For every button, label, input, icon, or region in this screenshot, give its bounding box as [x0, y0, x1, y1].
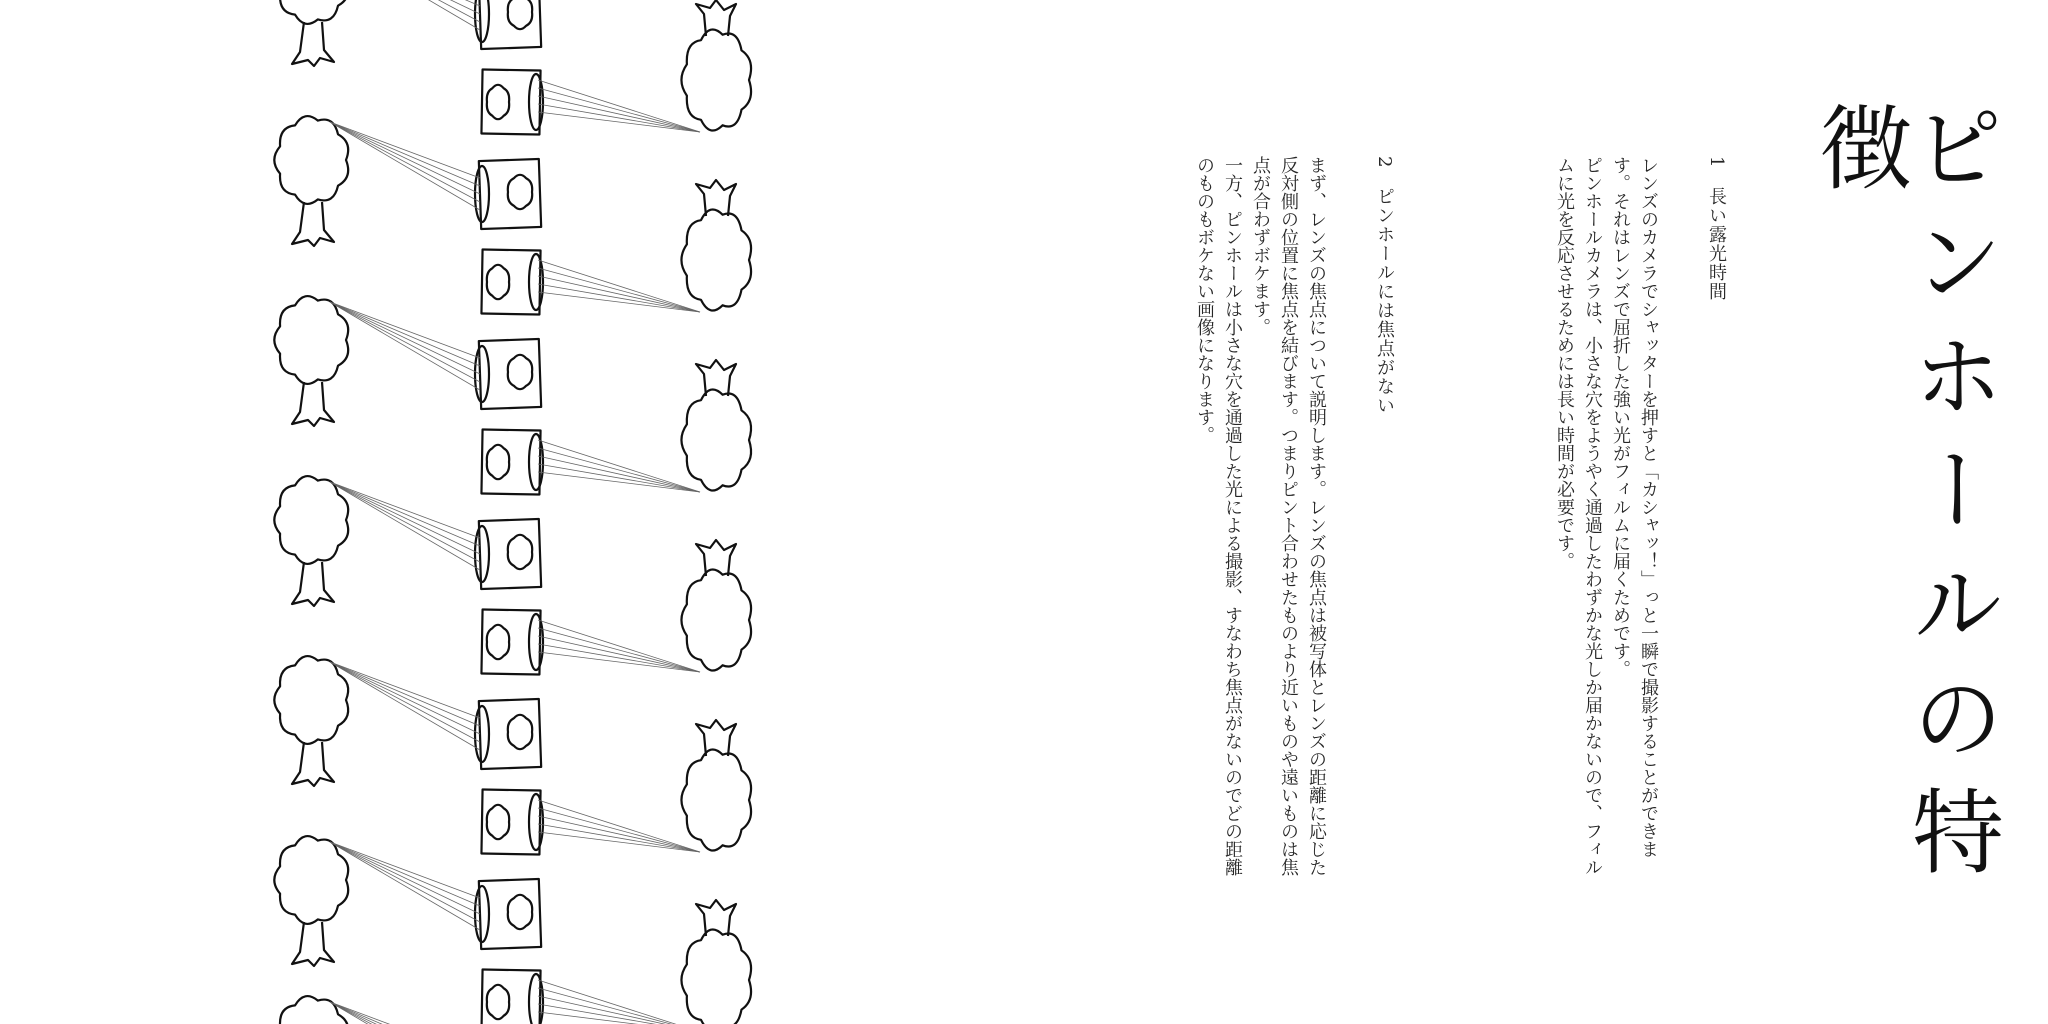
tree-right-2: [681, 389, 751, 490]
ray-right-3-0: [538, 620, 700, 672]
ray-left-3-3: [330, 482, 480, 562]
ray-right-0-0: [538, 80, 700, 132]
section-2-paragraph-2: 一方、ピンホールは小さな穴を通過した光による撮影、すなわち焦点がないのでどの距離のものもボケない画像になります。: [1194, 156, 1243, 876]
ray-left-4-0: [330, 662, 480, 718]
image-b-2: [487, 445, 509, 479]
section-1-paragraph-1: レンズのカメラでシャッターを押すと「カシャッ！」っと一瞬で撮影することができます。それはレンズで屈折した強い光がフィルムに届くためです。: [1610, 156, 1659, 858]
tree-left-trunk-1: [292, 202, 334, 246]
lens-a-4: [475, 706, 489, 762]
ray-right-5-0: [538, 980, 700, 1024]
tree-right-5: [681, 929, 751, 1024]
tree-left-6: [274, 996, 348, 1024]
ray-right-3-2: [538, 636, 700, 672]
tree-left-3: [274, 476, 348, 564]
section-2: [1190, 156, 1398, 876]
image-a-5: [508, 895, 532, 929]
ray-right-0-3: [538, 104, 700, 132]
section-1-title: 長い露光時間: [1706, 187, 1727, 302]
ray-left-5-3: [330, 842, 480, 922]
pinhole-illustration: [230, 0, 790, 1024]
ray-right-1-3: [538, 284, 700, 312]
ray-left-1-1: [330, 122, 480, 186]
tree-left-trunk-4: [292, 742, 334, 786]
image-a-3: [508, 535, 532, 569]
ray-right-2-0: [538, 440, 700, 492]
image-a-0: [508, 0, 532, 29]
section-2-number: 2: [1374, 156, 1395, 169]
tree-left-trunk-3: [292, 562, 334, 606]
ray-left-1-0: [330, 122, 480, 178]
section-1-heading: [1702, 156, 1730, 876]
ray-left-0-4: [330, 0, 480, 30]
lens-a-1: [475, 166, 489, 222]
ray-right-0-4: [538, 112, 700, 132]
ray-right-1-4: [538, 292, 700, 312]
section-2-title: ピンホールには焦点がない: [1374, 187, 1395, 416]
tree-right-0: [681, 29, 751, 130]
ray-left-5-2: [330, 842, 480, 914]
tree-left-1: [274, 116, 348, 204]
image-a-1: [508, 175, 532, 209]
tree-right-1: [681, 209, 751, 310]
ray-left-5-0: [330, 842, 480, 898]
image-a-2: [508, 355, 532, 389]
image-b-1: [487, 265, 509, 299]
ray-right-0-2: [538, 96, 700, 132]
ray-right-2-3: [538, 464, 700, 492]
image-b-4: [487, 805, 509, 839]
section-2-paragraph-1: まず、レンズの焦点について説明します。レンズの焦点は被写体とレンズの距離に応じた反対側の位置に焦点を結びます。つまりピント合わせたものより近いものや遠いものは焦点が合わずボケます。: [1250, 156, 1327, 876]
section-1-number: 1: [1706, 156, 1727, 169]
ray-right-4-2: [538, 816, 700, 852]
ray-right-1-1: [538, 268, 700, 312]
ray-left-1-2: [330, 122, 480, 194]
ray-left-2-3: [330, 302, 480, 382]
ray-right-4-1: [538, 808, 700, 852]
tree-right-3: [681, 569, 751, 670]
image-b-0: [487, 85, 509, 119]
ray-left-3-2: [330, 482, 480, 554]
ray-left-3-1: [330, 482, 480, 546]
ray-right-0-1: [538, 88, 700, 132]
lens-a-5: [475, 886, 489, 942]
ray-left-5-1: [330, 842, 480, 906]
ray-left-1-3: [330, 122, 480, 202]
ray-right-4-0: [538, 800, 700, 852]
ray-left-6-2: [330, 1002, 480, 1024]
ray-right-3-4: [538, 652, 700, 672]
ray-left-4-4: [330, 662, 480, 750]
lens-a-2: [475, 346, 489, 402]
ray-left-4-1: [330, 662, 480, 726]
ray-left-1-4: [330, 122, 480, 210]
page-title: ピンホールの特徴: [1805, 100, 2004, 898]
ray-right-1-0: [538, 260, 700, 312]
section-1: [1550, 156, 1730, 876]
tree-left-4: [274, 656, 348, 744]
image-b-3: [487, 625, 509, 659]
ray-left-2-0: [330, 302, 480, 358]
ray-left-4-3: [330, 662, 480, 742]
ray-left-2-1: [330, 302, 480, 366]
tree-left-trunk-2: [292, 382, 334, 426]
ray-left-3-4: [330, 482, 480, 570]
ray-left-2-4: [330, 302, 480, 390]
ray-left-2-2: [330, 302, 480, 374]
ray-left-4-2: [330, 662, 480, 734]
tree-right-4: [681, 749, 751, 850]
lens-a-3: [475, 526, 489, 582]
ray-right-4-3: [538, 824, 700, 852]
lens-a-0: [475, 0, 489, 42]
tree-left-2: [274, 296, 348, 384]
ray-left-3-0: [330, 482, 480, 538]
tree-left-trunk-5: [292, 922, 334, 966]
ray-left-0-2: [330, 0, 480, 14]
section-2-heading: [1370, 156, 1398, 876]
ray-right-2-4: [538, 472, 700, 492]
section-1-paragraph-2: ピンホールカメラは、小さな穴をようやく通過したわずかな光しか届かないので、フィルムに光を反応させるためには長い時間が必要です。: [1554, 156, 1603, 876]
image-b-5: [487, 985, 509, 1019]
tree-left-5: [274, 836, 348, 924]
ray-right-2-2: [538, 456, 700, 492]
ray-right-4-4: [538, 832, 700, 852]
ray-right-2-1: [538, 448, 700, 492]
ray-right-1-2: [538, 276, 700, 312]
ray-right-3-1: [538, 628, 700, 672]
tree-left-trunk-0: [292, 22, 334, 66]
image-a-4: [508, 715, 532, 749]
ray-right-3-3: [538, 644, 700, 672]
tree-left-0: [274, 0, 348, 24]
ray-left-5-4: [330, 842, 480, 930]
